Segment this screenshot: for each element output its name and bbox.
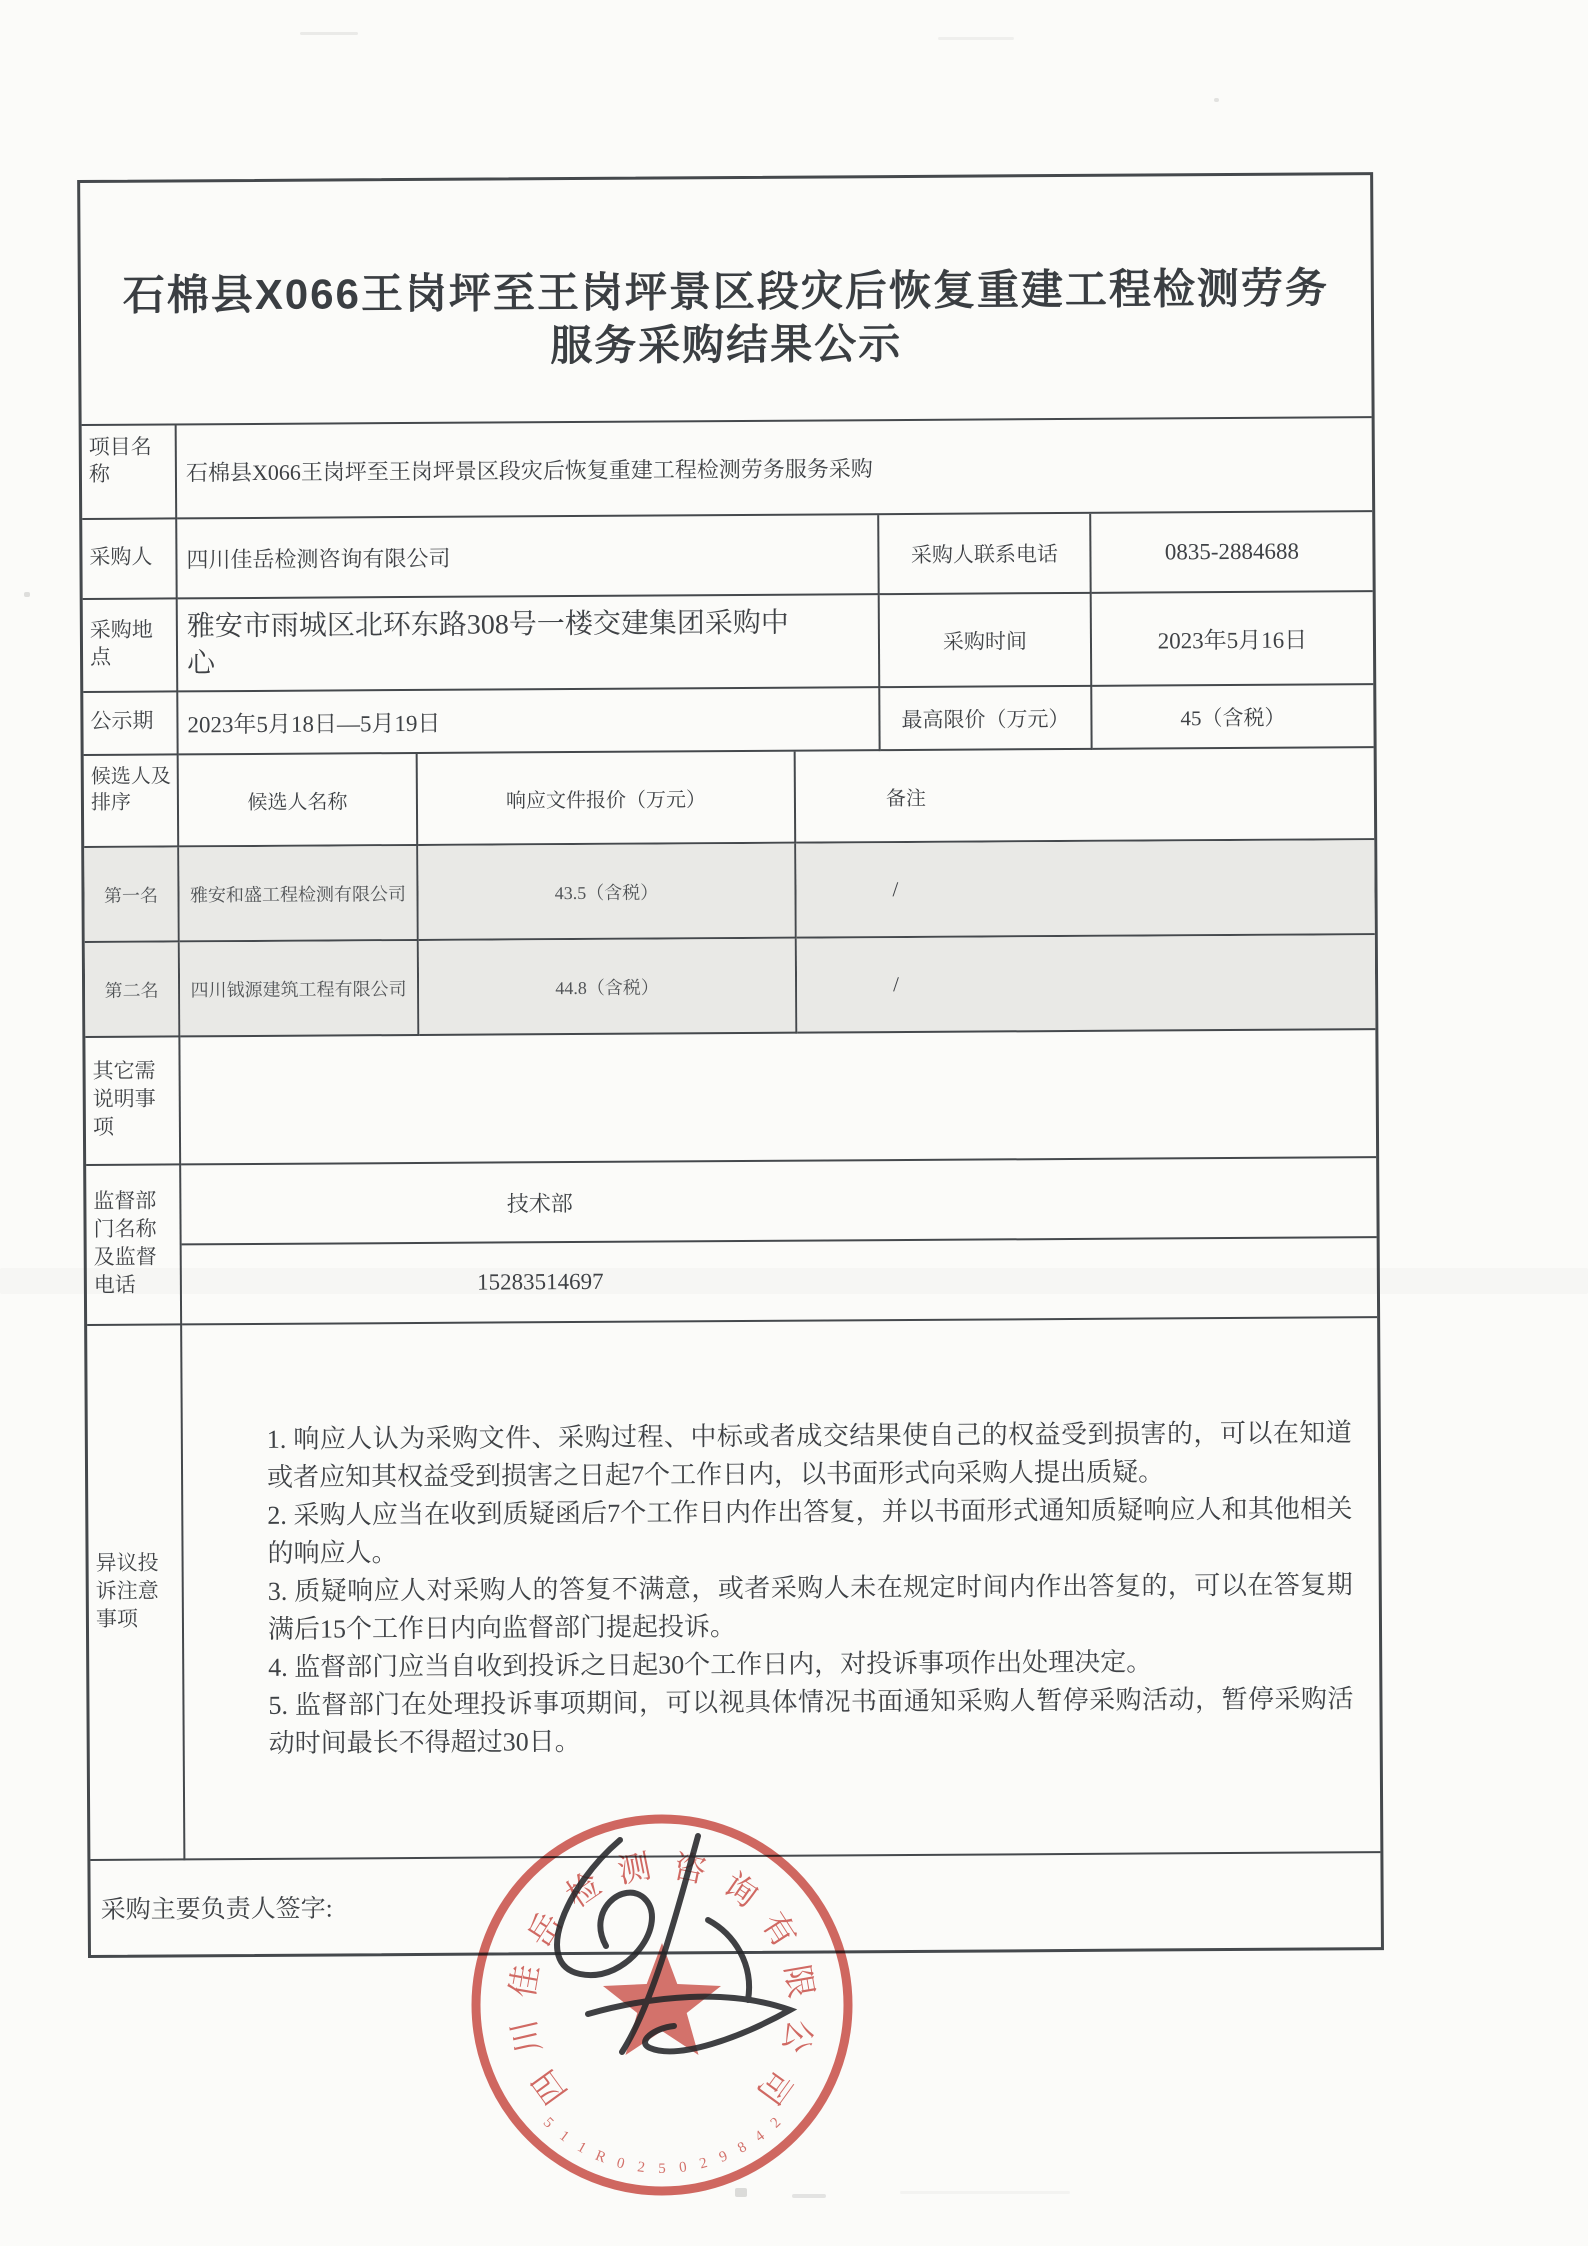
candidate1-remark-cell [796,840,1375,939]
supervision-phone-cell [182,1238,1377,1325]
candidate-name-header: 候选人名称 [247,790,348,814]
svg-text:R: R [592,2147,609,2167]
scan-artifact [1214,98,1219,102]
svg-text:5: 5 [658,2161,666,2177]
svg-text:有: 有 [754,1906,803,1955]
candidate2-remark-cell [797,935,1376,1034]
candidate-price-header: 响应文件报价（万元） [505,788,707,812]
publicity-value-cell [178,688,880,755]
candidate2-rank: 第二名 [104,980,159,1001]
location-value-cell [178,595,881,692]
objection-item-5: 5. 监督部门在处理投诉事项期间，可以视具体情况书面通知采购人暂停采购活动，暂停采购活动时间最长不得超过30日。 [268,1684,1354,1758]
other-notes-label-cell [85,1037,181,1166]
location-label-cell [83,599,179,693]
other-notes-label: 其它需说明事项 [92,1058,156,1139]
svg-text:测: 测 [614,1848,655,1891]
supervision-department: 技术部 [506,1190,573,1216]
svg-text:四: 四 [526,2062,575,2111]
project-label: 项目名称 [88,434,152,486]
svg-text:岳: 岳 [521,1906,570,1955]
purchase-time-label: 采购时间 [942,628,1028,654]
buyer-contact-label-cell [879,514,1091,595]
purchase-time-value: 2023年5月16日 [1157,627,1308,654]
objection-item-1: 1. 响应人认为采购文件、采购过程、中标或者成交结果使自己的权益受到损害的，可以在知道或者应知其权益受到损害之日起7个工作日内，以书面形式向采购人提出质疑。 [266,1418,1352,1492]
svg-text:8: 8 [735,2139,750,2157]
svg-text:4: 4 [752,2127,768,2146]
svg-text:检: 检 [560,1866,608,1916]
location-label: 采购地点 [89,617,153,669]
publicity-label: 公示期 [90,708,154,733]
candidate2-rank-cell [85,942,181,1038]
candidate-name-header-cell [179,754,419,847]
scan-artifact [938,37,1014,40]
buyer-contact-value: 0835-2884688 [1164,538,1300,565]
candidate-rank-header: 候选人及排序 [90,765,171,814]
svg-text:咨: 咨 [669,1848,710,1891]
max-price-label: 最高限价（万元） [901,706,1070,732]
scan-artifact [900,2191,1070,2194]
scan-artifact [24,592,30,597]
title-cell [80,175,1371,426]
project-value: 石棉县X066王岗坪至王岗坪景区段灾后恢复重建工程检测劳务服务采购 [185,455,873,485]
candidate2-price-cell [419,939,798,1036]
candidate-price-header-cell [418,752,797,846]
publicity-value: 2023年5月18日—5月19日 [187,710,441,738]
max-price-label-cell [880,687,1092,751]
objection-item-3: 3. 质疑响应人对采购人的答复不满意，或者采购人未在规定时间内作出答复的，可以在答复期满后15个工作日内向监督部门提起投诉。 [267,1570,1353,1644]
svg-text:限: 限 [777,1962,819,2001]
svg-text:2: 2 [697,2154,710,2173]
candidate1-remark: / [892,877,899,902]
svg-text:9: 9 [716,2148,730,2166]
candidate1-name-cell [179,846,419,942]
max-price-value-cell [1092,685,1373,750]
buyer-contact-label: 采购人联系电话 [910,542,1059,567]
candidate-rank-header-cell [84,755,180,848]
buyer-contact-value-cell [1091,512,1372,594]
buyer-label: 采购人 [89,544,153,569]
candidate-remark-header-cell [796,748,1375,844]
candidate1-price: 43.5（含税） [554,881,659,903]
project-value-cell [177,418,1373,519]
svg-text:1: 1 [556,2127,572,2146]
project-label-cell [82,425,178,520]
objection-label: 异议投诉注意事项 [95,1550,159,1631]
scan-artifact [300,32,358,35]
buyer-value-cell [177,515,879,599]
purchase-time-label-cell [880,594,1093,688]
location-value: 雅安市雨城区北环东路308号一楼交建集团采购中心 [186,607,789,679]
procurement-result-table [77,172,1384,1958]
svg-text:1: 1 [574,2139,589,2157]
candidate2-name-cell [180,941,420,1037]
candidate1-name: 雅安和盛工程检测有限公司 [189,883,407,905]
candidate2-remark: / [892,972,899,997]
svg-text:公: 公 [775,2016,818,2057]
supervision-phone: 15283514697 [477,1268,604,1295]
buyer-value: 四川佳岳检测咨询有限公司 [186,545,451,572]
document-title-line2: 服务采购结果公示 [550,319,903,370]
svg-text:司: 司 [749,2062,798,2111]
supervision-department-cell [181,1158,1376,1245]
objection-item-4: 4. 监督部门应当自收到投诉之日起30个工作日内，对投诉事项作出处理决定。 [268,1647,1153,1682]
objection-content-cell [182,1318,1380,1860]
candidate1-rank-cell [84,847,180,943]
buyer-label-cell [82,519,177,600]
max-price-value: 45（含税） [1180,705,1286,730]
other-notes-value-cell [180,1030,1376,1165]
svg-text:佳: 佳 [505,1962,547,2001]
candidate-remark-header: 备注 [885,787,926,810]
svg-text:5: 5 [539,2114,557,2132]
objection-label-cell [87,1325,185,1861]
svg-text:2: 2 [767,2114,785,2132]
signature-ink [502,1824,832,2064]
candidate1-price-cell [418,844,797,941]
svg-text:2: 2 [636,2159,646,2177]
supervision-label: 监督部门名称及监督电话 [93,1188,157,1297]
svg-text:0: 0 [614,2154,627,2173]
candidate2-name: 四川钺源建筑工程有限公司 [190,978,407,1000]
candidate2-price: 44.8（含税） [555,976,659,998]
publicity-label-cell [83,692,178,756]
document-title-line1: 石棉县X066王岗坪至王岗坪景区段灾后恢复重建工程检测劳务 [122,264,1330,319]
svg-text:川: 川 [506,2016,549,2057]
candidate1-rank: 第一名 [103,885,159,906]
document-title [80,175,1371,375]
objection-item-2: 2. 采购人应当在收到质疑函后7个工作日内作出答复，并以书面形式通知质疑响应人和其他相关的响应人。 [267,1494,1353,1568]
purchase-time-value-cell [1092,592,1374,687]
signoff-label: 采购主要负责人签字: [100,1895,333,1924]
svg-text:0: 0 [678,2159,688,2177]
supervision-label-cell [86,1165,182,1326]
svg-text:询: 询 [716,1866,764,1916]
